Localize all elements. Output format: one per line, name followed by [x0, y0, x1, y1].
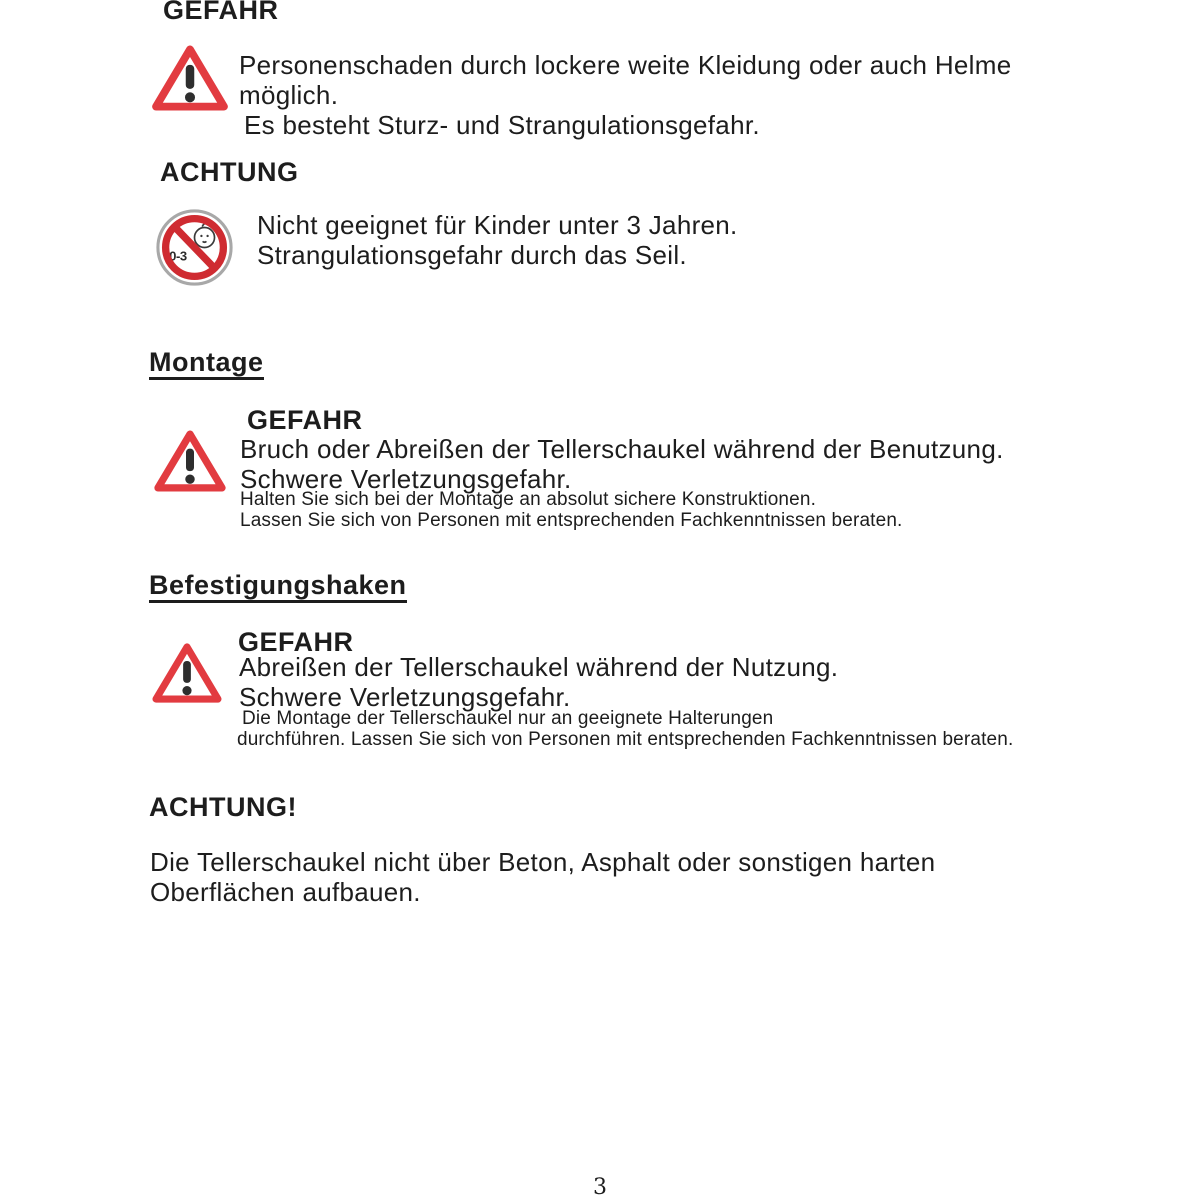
befestigung-danger-line1: Abreißen der Tellerschaukel während der Nutzung.	[239, 652, 839, 682]
warning-triangle-icon	[150, 642, 224, 704]
montage-danger-note-line2: Lassen Sie sich von Personen mit entsprechenden Fachkenntnissen beraten.	[240, 509, 903, 531]
montage-section-title: Montage	[149, 349, 264, 380]
danger-text-top-line2: möglich.	[239, 80, 339, 110]
attention-text-line1: Nicht geeignet für Kinder unter 3 Jahren.	[257, 210, 738, 240]
warning-triangle-icon	[151, 44, 229, 112]
montage-danger-text	[240, 434, 1004, 494]
age-range-label: 0-3	[169, 248, 187, 264]
befestigung-danger-note-line1: Die Montage der Tellerschaukel nur an geeignete Halterungen	[242, 708, 774, 729]
attention2-heading: ACHTUNG!	[149, 792, 297, 822]
attention2-line2: Oberflächen aufbauen.	[150, 877, 421, 907]
danger-text-top	[239, 50, 1011, 140]
danger-text-top-line1: Personenschaden durch lockere weite Kleidung oder auch Helme	[239, 50, 1012, 80]
no-children-under-3-icon	[156, 209, 233, 286]
attention-heading: ACHTUNG	[160, 157, 299, 187]
page-number: 3	[593, 1175, 607, 1200]
attention2-line1: Die Tellerschaukel nicht über Beton, Asphalt oder sonstigen harten	[150, 847, 936, 877]
befestigung-danger-text	[239, 652, 838, 712]
montage-danger-line2: Schwere Verletzungsgefahr.	[240, 464, 572, 494]
befestigung-danger-line2: Schwere Verletzungsgefahr.	[239, 682, 571, 712]
befestigung-danger-note	[237, 709, 1013, 750]
attention-text-line2: Strangulationsgefahr durch das Seil.	[257, 240, 687, 270]
montage-danger-note-line1: Halten Sie sich bei der Montage an absolut sichere Konstruktionen.	[240, 489, 817, 510]
danger-text-top-line3: Es besteht Sturz- und Strangulationsgefahr.	[244, 110, 760, 140]
befestigung-danger-heading: GEFAHR	[238, 627, 354, 657]
warning-triangle-icon	[152, 429, 228, 493]
danger-heading-top: GEFAHR	[163, 0, 279, 25]
attention2-text	[150, 847, 935, 907]
befestigungshaken-section-title: Befestigungshaken	[149, 572, 407, 603]
montage-danger-heading: GEFAHR	[247, 405, 363, 435]
montage-danger-note	[240, 490, 902, 531]
befestigung-danger-note-line2: durchführen. Lassen Sie sich von Personen mit entsprechenden Fachkenntnissen beraten.	[237, 728, 1014, 750]
montage-danger-line1: Bruch oder Abreißen der Tellerschaukel während der Benutzung.	[240, 434, 1004, 464]
attention-text	[257, 210, 738, 270]
